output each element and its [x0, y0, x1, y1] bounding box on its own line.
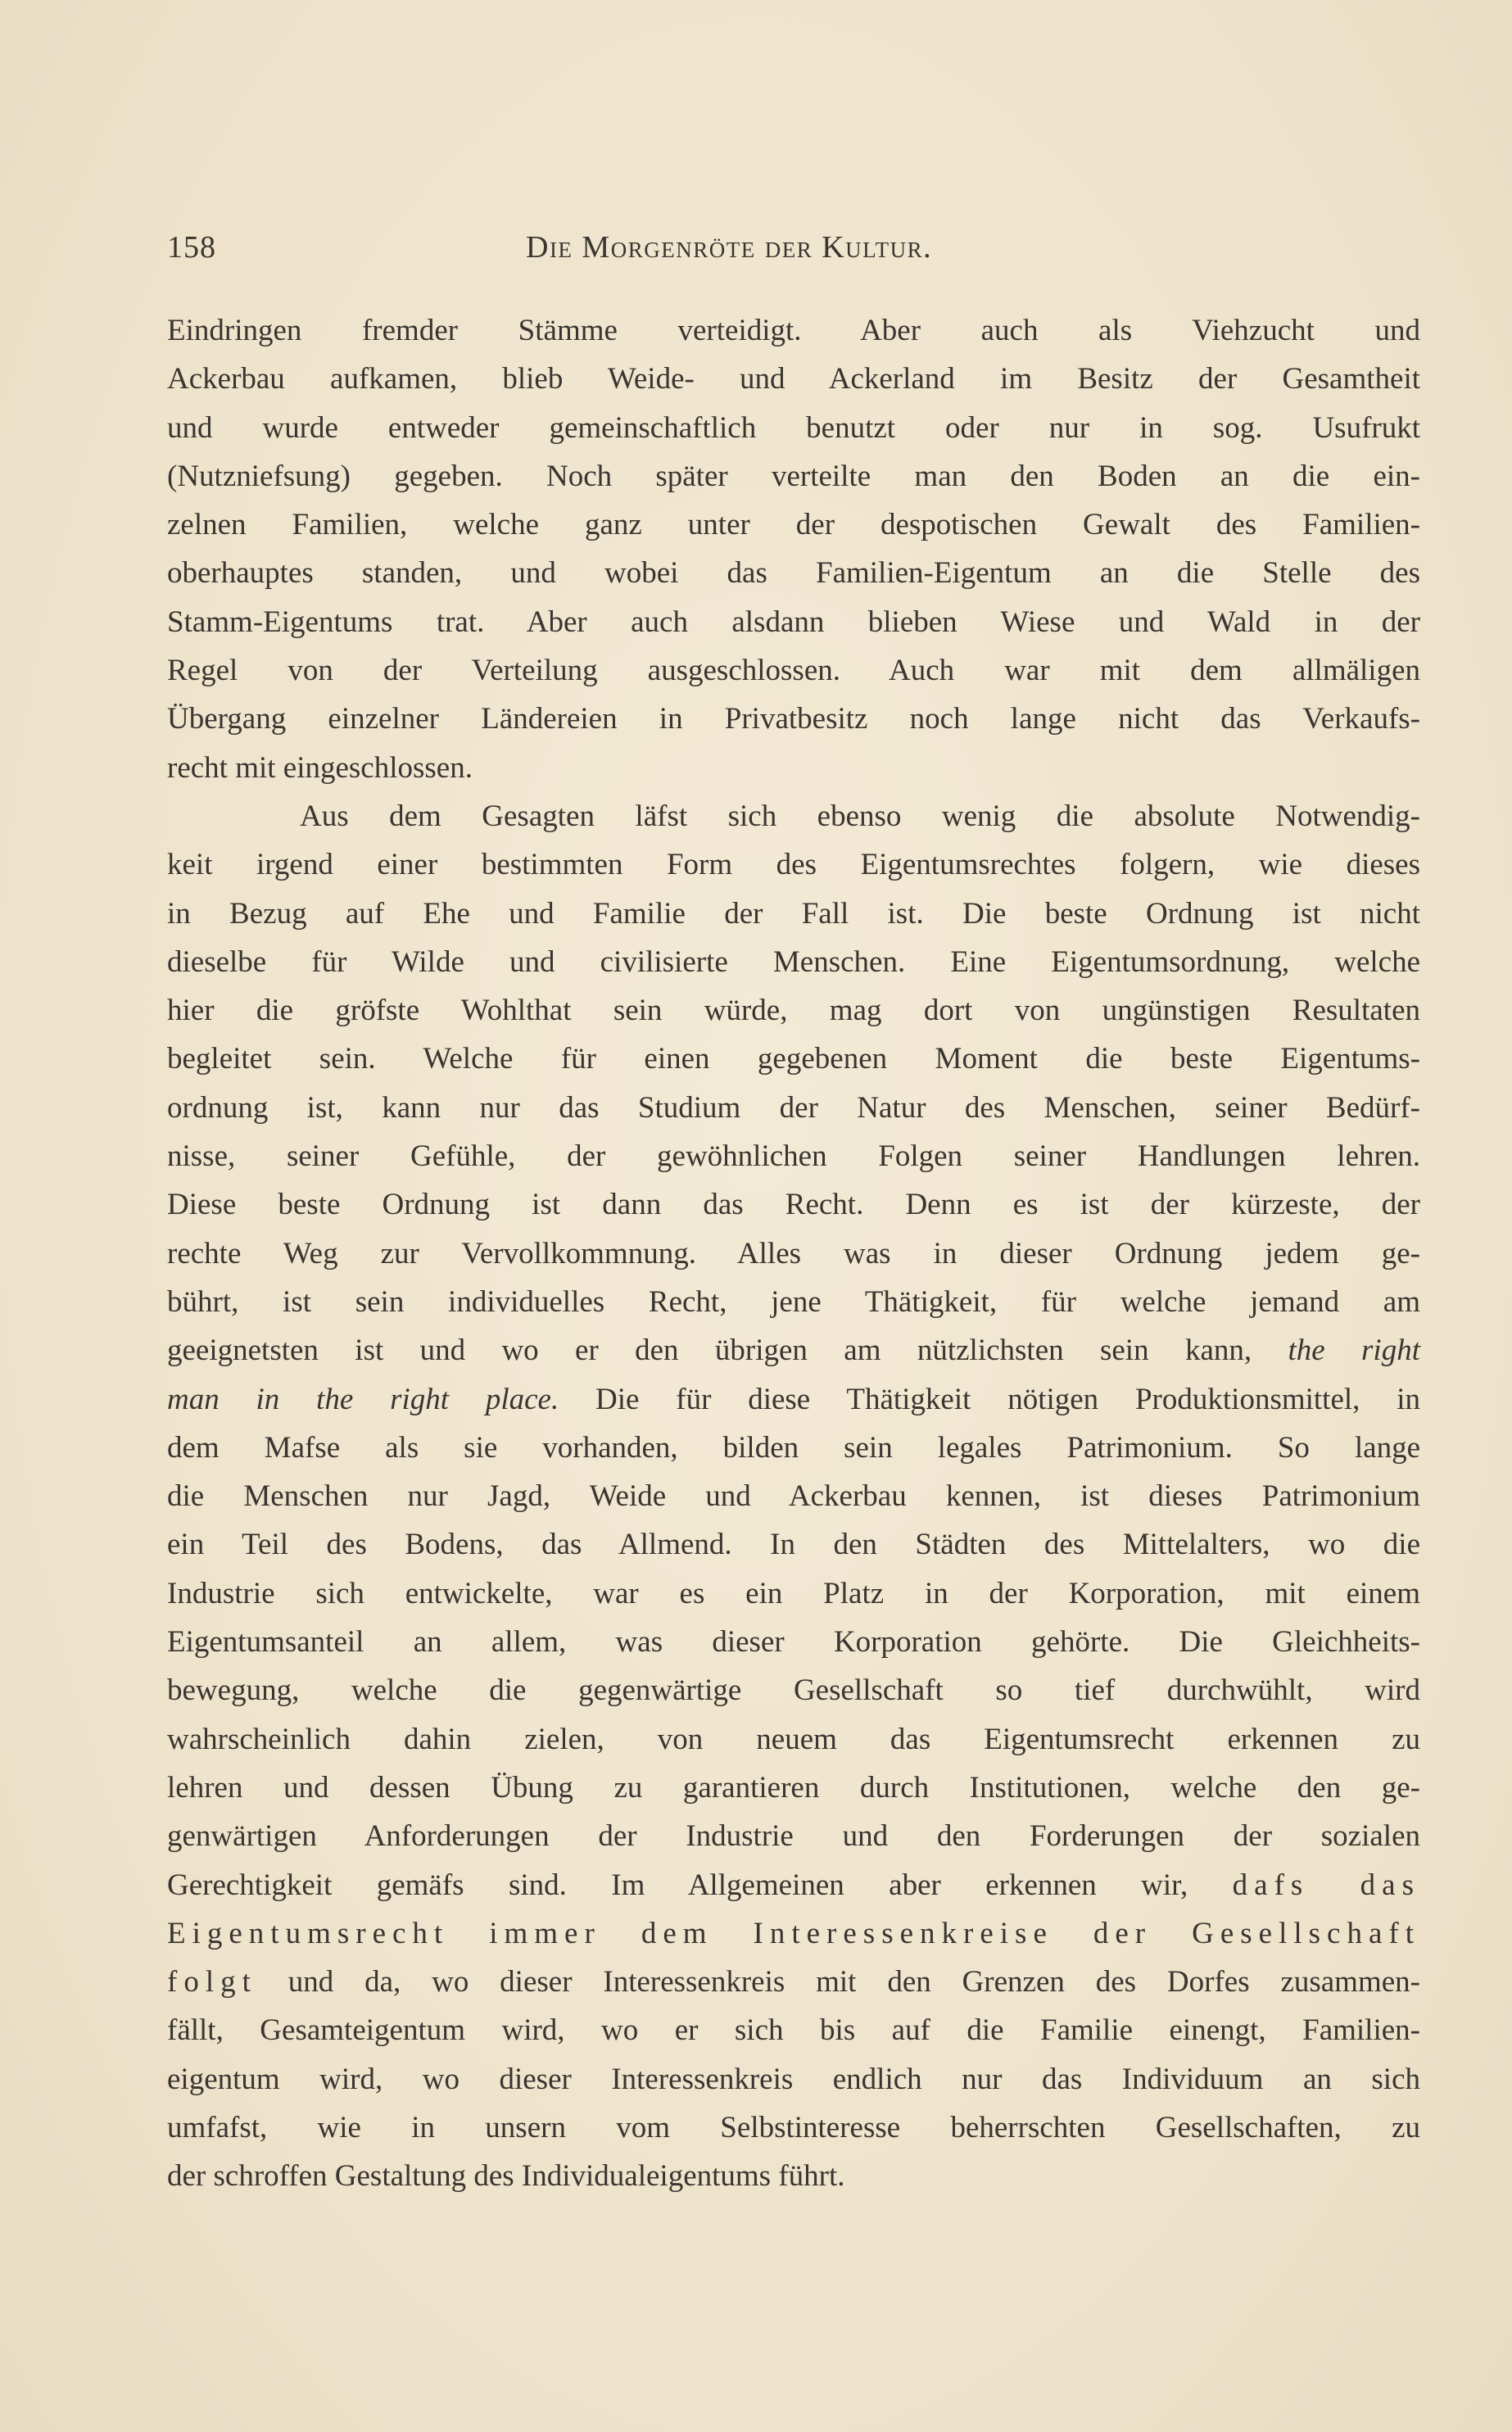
running-title: Die Morgenröte der Kultur. [526, 230, 933, 265]
text-segment: Stamm-Eigentums trat. Aber auch alsdann blieben Wiese und Wald in der [167, 605, 1420, 639]
text-line [167, 938, 1420, 986]
text-segment: Diese beste Ordnung ist dann das Recht. Denn es ist der kürzeste, der [167, 1188, 1420, 1222]
text-line [167, 1909, 1420, 1958]
text-line [167, 2152, 1420, 2200]
text-line [167, 549, 1420, 597]
text-line [167, 2104, 1420, 2152]
text-segment: Industrie sich entwickelte, war es ein Platz in der Korporation, mit einem [167, 1576, 1420, 1610]
text-line [167, 1861, 1420, 1909]
text-line [167, 404, 1420, 452]
text-segment: Übergang einzelner Ländereien in Privatbesitz noch lange nicht das Verkaufs- [167, 702, 1420, 736]
spaced-emphasis-text: Eigentumsrecht immer dem Interessenkreise der Gesellschaft [167, 1916, 1420, 1950]
text-segment: keit irgend einer bestimmten Form des Eigentumsrechtes folgern, wie dieses [167, 848, 1420, 882]
spaced-emphasis-text: dafs das [1232, 1868, 1420, 1902]
italic-text: man in the right place. [167, 1382, 559, 1416]
text-segment: begleitet sein. Welche für einen gegebenen Moment die beste Eigentums- [167, 1042, 1420, 1076]
italic-text: the right [1288, 1334, 1420, 1368]
text-line [167, 1424, 1420, 1472]
text-line [167, 1375, 1420, 1424]
text-line [167, 2055, 1420, 2104]
body-text [167, 306, 1420, 2201]
text-line [167, 598, 1420, 646]
paragraph [167, 306, 1420, 792]
text-line [167, 1764, 1420, 1812]
text-line [167, 1084, 1420, 1132]
text-segment: Gerechtigkeit gemäfs sind. Im Allgemeinen aber erkennen wir, [167, 1868, 1233, 1902]
text-segment: und wurde entweder gemeinschaftlich benutzt oder nur in sog. Usufrukt [167, 410, 1420, 445]
text-segment: genwärtigen Anforderungen der Industrie und den Forderungen der sozialen [167, 1819, 1420, 1854]
text-segment: lehren und dessen Übung zu garantieren durch Institutionen, welche den ge- [167, 1770, 1420, 1805]
text-segment: recht mit eingeschlossen. [167, 750, 473, 785]
text-line [167, 1812, 1420, 1860]
running-header [167, 228, 1420, 277]
text-line [167, 890, 1420, 938]
text-segment: die Menschen nur Jagd, Weide und Ackerbau kennen, ist dieses Patrimonium [167, 1479, 1420, 1514]
text-line [167, 1132, 1420, 1180]
text-line [167, 306, 1420, 355]
text-segment: (Nutzniefsung) gegeben. Noch später verteilte man den Boden an die ein- [167, 459, 1420, 493]
text-segment: in Bezug auf Ehe und Familie der Fall ist. Die beste Ordnung ist nicht [167, 896, 1420, 931]
text-segment: ein Teil des Bodens, das Allmend. In den Städten des Mittelalters, wo die [167, 1528, 1420, 1562]
text-segment: Eigentumsanteil an allem, was dieser Korporation gehörte. Die Gleichheits- [167, 1625, 1420, 1660]
text-segment: fällt, Gesamteigentum wird, wo er sich bis auf die Familie einengt, Familien- [167, 2013, 1420, 2048]
text-segment: eigentum wird, wo dieser Interessenkreis endlich nur das Individuum an sich [167, 2062, 1420, 2096]
text-line [167, 2006, 1420, 2054]
text-line [167, 1715, 1420, 1764]
text-line [167, 1180, 1420, 1229]
text-segment: wahrscheinlich dahin zielen, von neuem das Eigentumsrecht erkennen zu [167, 1722, 1420, 1756]
text-segment: Die für diese Thätigkeit nötigen Produktionsmittel, in [559, 1382, 1420, 1416]
text-line [167, 1230, 1420, 1278]
text-line [167, 986, 1420, 1035]
text-segment: Eindringen fremder Stämme verteidigt. Aber auch als Viehzucht und [167, 314, 1420, 347]
text-line [167, 1326, 1420, 1375]
text-line [167, 452, 1420, 500]
text-segment: Aus dem Gesagten läfst sich ebenso wenig die absolute Notwendig- [300, 799, 1420, 833]
text-line [167, 646, 1420, 695]
text-segment: umfafst, wie in unsern vom Selbstinteresse beherrschten Gesellschaften, zu [167, 2110, 1420, 2144]
text-segment: oberhauptes standen, und wobei das Familien-Eigentum an die Stelle des [167, 556, 1420, 591]
text-segment: bührt, ist sein individuelles Recht, jene Thätigkeit, für welche jemand am [167, 1284, 1420, 1319]
text-segment: hier die gröfste Wohlthat sein würde, mag dort von ungünstigen Resultaten [167, 994, 1420, 1028]
text-segment: zelnen Familien, welche ganz unter der despotischen Gewalt des Familien- [167, 508, 1420, 542]
paragraph [167, 792, 1420, 2201]
text-line [167, 1666, 1420, 1714]
text-line [167, 840, 1420, 889]
text-segment: rechte Weg zur Vervollkommnung. Alles was in dieser Ordnung jedem ge- [167, 1236, 1420, 1270]
text-line [167, 1520, 1420, 1569]
text-segment: Regel von der Verteilung ausgeschlossen. Auch war mit dem allmäligen [167, 654, 1420, 688]
text-segment: bewegung, welche die gegenwärtige Gesellschaft so tief durchwühlt, wird [167, 1673, 1420, 1708]
text-segment: der schroffen Gestaltung des Individualeigentums führt. [167, 2159, 845, 2194]
text-line [167, 355, 1420, 403]
text-segment: und da, wo dieser Interessenkreis mit den Grenzen des Dorfes zusammen- [256, 1965, 1420, 1999]
text-line [167, 1035, 1420, 1083]
text-line [167, 744, 1420, 792]
text-segment: geeignetsten ist und wo er den übrigen am nützlichsten sein kann, [167, 1334, 1288, 1368]
text-segment: Ackerbau aufkamen, blieb Weide- und Ackerland im Besitz der Gesamtheit [167, 362, 1420, 396]
text-line [167, 500, 1420, 549]
spaced-emphasis-text: folgt [167, 1965, 257, 1999]
text-segment: ordnung ist, kann nur das Studium der Natur des Menschen, seiner Bedürf- [167, 1090, 1420, 1125]
text-line [167, 1618, 1420, 1666]
text-line [167, 1472, 1420, 1520]
text-line [167, 1958, 1420, 2006]
text-line [167, 1569, 1420, 1618]
text-line [167, 695, 1420, 743]
text-segment: dem Mafse als sie vorhanden, bilden sein legales Patrimonium. So lange [167, 1430, 1420, 1465]
text-line [167, 1278, 1420, 1326]
text-segment: dieselbe für Wilde und civilisierte Menschen. Eine Eigentumsordnung, welche [167, 944, 1420, 979]
page-number: 158 [167, 230, 216, 265]
text-line [167, 792, 1420, 840]
text-segment: nisse, seiner Gefühle, der gewöhnlichen Folgen seiner Handlungen lehren. [167, 1139, 1420, 1174]
